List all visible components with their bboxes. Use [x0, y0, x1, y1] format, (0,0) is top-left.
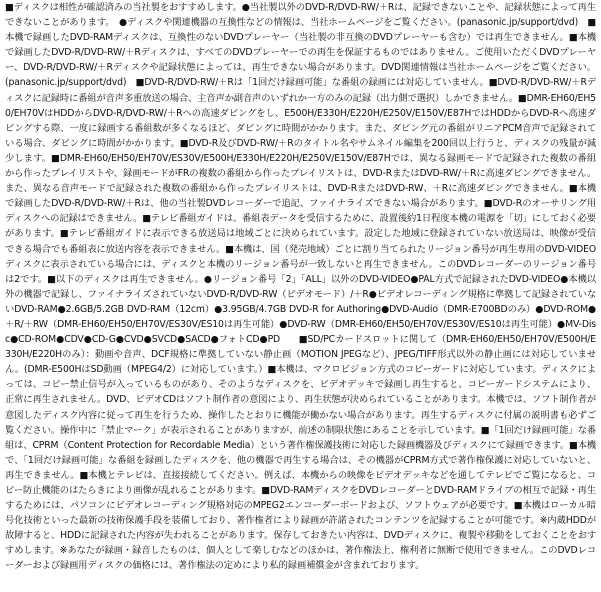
usage-notice-text: ■ディスクは相性が確認済みの当社製をおすすめします。●当社製以外のDVD-R/DVD-RW/＋Rは、記録できないことや、記録状態によって再生できないことがあります。 ●ディスクや関連機器の互換性などの情報は、当社ホームページをご覧ください。(panasonic.jp/support/dvd) ■本機で録画したDVD-RAMディスクは、互換性のないDVDプレーヤー（当社製の非互換のDVDプレーヤーも含む）では再生できません。■本機で録画したDVD-R/DVD-RW/＋Rディスクは、すべてのDVDプレーヤーでの再生を保証するものではありません。ご使用いただくDVDプレーヤー、DVD-R/DVD-RW/＋Rディスクや記録状態によっては、再生できない場合があります。DVD関連情報は当社ホームページをご覧ください。(panasonic.jp/support/dvd) ■DVD-R/DVD-RW/＋Rは「1回だけ録画可能」な番組の録画には対応していません。■DVD-R/DVD-RW/＋Rディスクに記録時に番組が音声多重放送の場合、主音声か副音声のいずれか一方のみの記録（出力側で選択）しかできません。■DMR-EH60/EH50/EH70VはHDDからDVD-R/DVD-RW/＋Rへの高速ダビングをし、E500H/E330H/E220H/E250V/E150V/E87HではHDDからDVD-Rへ高速ダビングする際、一度に録画する番組数が多くなるほど、ダビングに時間がかかります。また、ダビング元の番組がリニアPCM音声で記録されている場合、ダビングに時間がかかります。■DVD-R及びDVD-RW/＋Rのタイトル名やサムネイル編集を200回以上行うと、ディスクの残量が減少します。■DMR-EH60/EH50/EH70V/ES30V/E500H/E330H/E220H/E250V/E150V/E87Hでは、異なる録画モードで記録された複数の番組から作ったプレイリストや、録画モードがFRの複数の番組から作ったプレイリストは、DVD-RまたはDVD-RW/＋Rに高速ダビングできません。また、異なる音声モードで記録された複数の番組から作ったプレイリストは、DVD-RまたはDVD-RW、＋Rに高速ダビングできません。■本機で録画したDVD-R/DVD-RW/＋Rは、他の当社製DVDレコーダーで追記、ファイナライズできない場合があります。■DVD-Rのオーサリング用ディスクへの記録はできません。■テレビ番組ガイドは、番組表データを受信するために、設置後約1日程度本機の電源を「切」にしておく必要があります。■テレビ番組ガイドに表示できる放送局は地域ごとに決められています。設定した地域に登録されていない放送局は、映像が受信できる場合でも番組表に放送内容を表示できません。■本機は、国（発売地域）ごとに割り当てられたリージョン番号が再生専用のDVD-VIDEOディスクに表示されている場合には、ディスクと本機のリージョン番号が一致しないと再生できません。このDVDレコーダーのリージョン番号は2です。■以下のディスクは再生できません。●リージョン番号「2」「ALL」以外のDVD-VIDEO●PAL方式で記録されたDVD-VIDEO●本機以外の機器で記録し、ファイナライズされていないDVD-R/DVD-RW（ビデオモード）/＋R●ビデオレコーディング規格に準拠して記録されていないDVD-RAM●2.6GB/5.2GB DVD-RAM（12cm）●3.95GB/4.7GB DVD-R for Authoring●DVD-Audio（DMR-E700BDのみ）●DVD-ROM●＋R/＋RW（DMR-EH60/EH50/EH70V/ES30V/ES10は再生可能）●DVD-RW（DMR-EH60/EH50/EH70V/ES30V/ES10は再生可能）●MV-Disc●CD-ROM●CDV●CD-G●CVD●SVCD●SACD●フォトCD●PD ■SD/PCカードスロットに関して（DMR-EH60/EH50/EH70V/E500H/E330H/E220Hのみ）：動画や音声、DCF規格に準拠していない静止画（MOTION JPEGなど）、JPEG/TIFF形式以外の静止画には対応していません。(DMR-E500HはSD動画（MPEG4/2）に対応しています。）■本機は、マクロビジョン方式のコピーガードに対応しています。ディスクによっては、コピー禁止信号が入っているものがあり、そのようなディスクを、ビデオデッキで録画し再生すると、コピーガードシステムにより、正常に再生されません。DVD、ビデオCDはソフト制作者の意図により、再生状態が決められていることがあります。本機では、ソフト制作者が意図したディスク内容に従って再生を行うため、操作したとおりに機能が働かない場合があります。再生するディスクに付属の説明書も必ずご覧ください。操作中に「禁止マーク」が表示されることがありますが、前述の制限状態にあることを示しています。■「1回だけ録画可能」な番組は、CPRM（Content Protection for Recordable Media）という著作権保護技術に対応した録画機器及びディスクにて録画できます。■本機で、「1回だけ録画可能」な番組を録画したディスクを、他の機器で再生する場合は、その機器がCPRM方式で著作権保護に対応していないと、再生できません。■本機とテレビは、直接接続してください。例えば、本機からの映像をビデオデッキなどを通してテレビでご覧になると、コピー防止機能のはたらきにより画像が乱れることがあります。■DVD-RAMディスクをDVDレコーダーとDVD-RAMドライブの相互で記録・再生するためには、パソコンにビデオレコーディング規格対応のMPEG2エンコーダーボードおよび、ソフトウェアが必要です。■本機はローカル暗号化技術といった最新の技術保護手段を装備しており、著作権者により録画が許諾されたコンテンツを記録することが可能です。※内蔵HDDが故障すると、HDDに記録された内容が失われることがあります。保存しておきたい内容は、DVDディスクに、複製や移動をしておくことをおすすめします。※あなたが録画・録音したものは、個人として楽しむなどのほかは、著作権法上、権利者に無断で使用できません。このDVDレコーダーおよび録画用ディスクの価格には、著作権法の定めにより私的録画補償金が含まれております。 [5, 2, 597, 572]
